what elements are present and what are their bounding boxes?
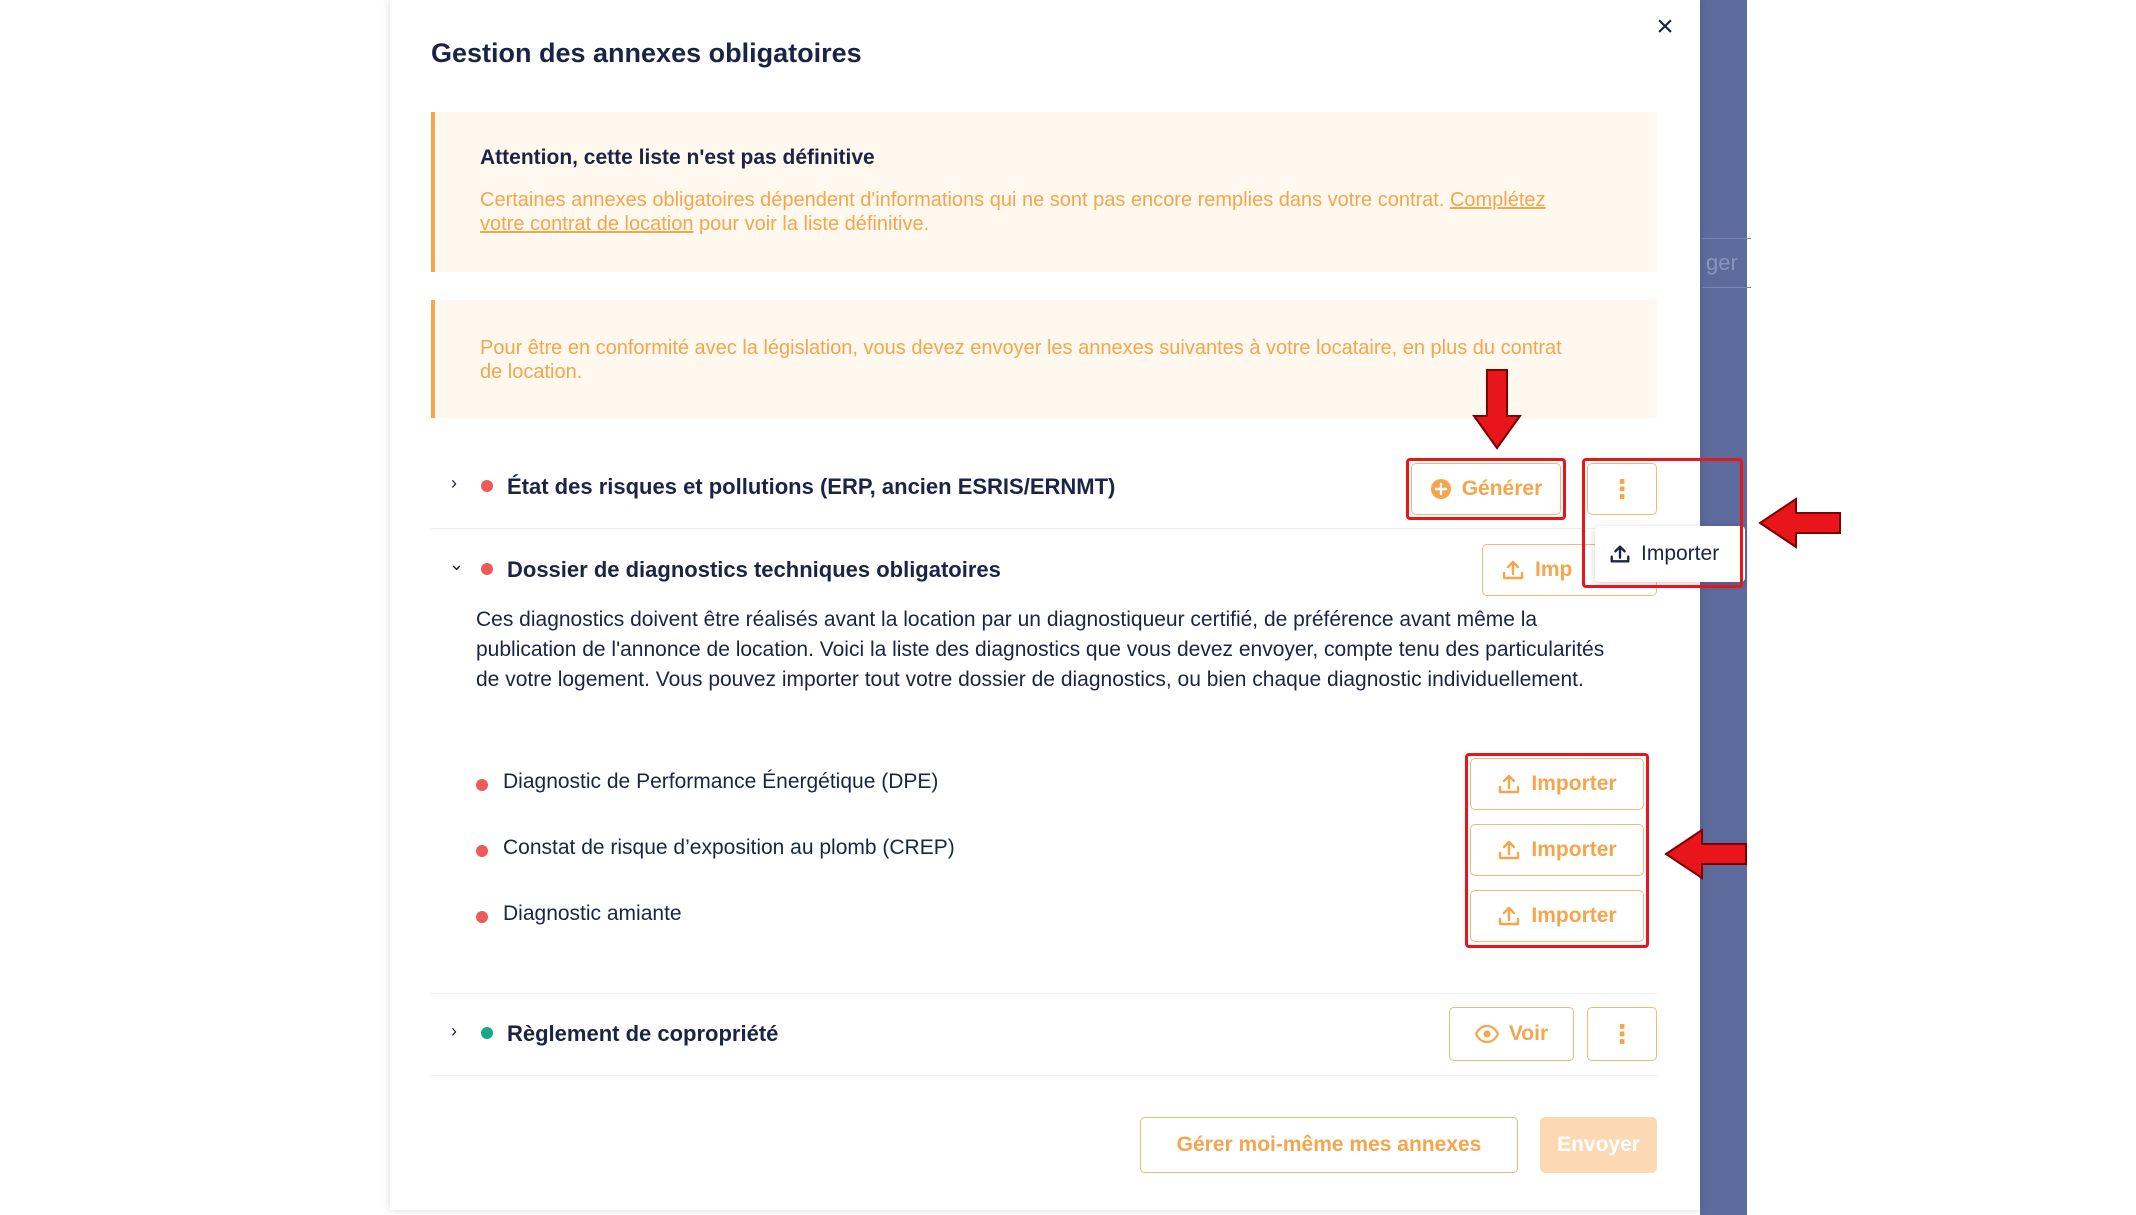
alert-legal-text: Pour être en conformité avec la législation, vous devez envoyer les annexes suivantes à votre locataire, en plus du contrat de location. bbox=[480, 337, 1562, 383]
upload-icon bbox=[1497, 904, 1521, 928]
send-button[interactable]: Envoyer bbox=[1540, 1117, 1657, 1173]
dropdown-menu-import[interactable]: Importer bbox=[1595, 526, 1745, 582]
background-ghost-text: ger bbox=[1702, 238, 1751, 288]
upload-icon bbox=[1497, 772, 1521, 796]
alert-text: Certaines annexes obligatoires dépendent d'informations qui ne sont pas encore remplies dans votre contrat. Complétez votre contrat de location pour voir la liste définitive. bbox=[480, 189, 1546, 235]
expand-chevron-icon[interactable]: › bbox=[451, 473, 457, 493]
upload-icon bbox=[1609, 543, 1631, 565]
close-icon[interactable]: × bbox=[1656, 10, 1674, 43]
row-divider bbox=[431, 1075, 1657, 1076]
annotation-arrow-left-icon bbox=[1664, 828, 1748, 880]
manage-annexes-button[interactable]: Gérer moi-même mes annexes bbox=[1140, 1117, 1518, 1173]
annex-title-ddt[interactable]: Dossier de diagnostics techniques obligatoires bbox=[507, 557, 1001, 582]
ddt-description: Ces diagnostics doivent être réalisés avant la location par un diagnostiqueur certifié, de préférence avant même la publication de l'annonce de location. Voici la liste des diagnostics que vous devez envoyer, compte tenu des particularités de votre logement. Vous pouvez importer tout votre dossier de diagnostics, ou bien chaque diagnostic individuellement. bbox=[476, 608, 1605, 691]
upload-icon bbox=[1497, 838, 1521, 862]
diagnostic-label-amiante: Diagnostic amiante bbox=[503, 902, 682, 925]
eye-icon bbox=[1475, 1025, 1499, 1043]
complete-contract-link[interactable]: Complétez votre contrat de location bbox=[480, 189, 1546, 235]
annex-title-erp[interactable]: État des risques et pollutions (ERP, ancien ESRIS/ERNMT) bbox=[507, 474, 1116, 499]
kebab-icon: ⋮ bbox=[1609, 1018, 1635, 1049]
status-dot-missing bbox=[476, 911, 488, 923]
import-amiante-button[interactable]: Importer bbox=[1470, 890, 1644, 942]
alert-not-definitive bbox=[431, 112, 1657, 272]
import-crep-button[interactable]: Importer bbox=[1470, 824, 1644, 876]
collapse-chevron-icon[interactable]: ⌄ bbox=[449, 554, 465, 574]
status-dot-missing bbox=[476, 845, 488, 857]
annexes-modal bbox=[390, 0, 1720, 1210]
diagnostic-label-dpe: Diagnostic de Performance Énergétique (DPE) bbox=[503, 770, 939, 793]
status-dot-missing bbox=[476, 779, 488, 791]
annotation-arrow-left-icon bbox=[1758, 497, 1842, 549]
expand-chevron-icon[interactable]: › bbox=[451, 1021, 457, 1041]
alert-title: Attention, cette liste n'est pas définitive bbox=[480, 146, 875, 169]
annex-title-copro[interactable]: Règlement de copropriété bbox=[507, 1021, 779, 1046]
kebab-icon: ⋮ bbox=[1609, 473, 1635, 504]
annotation-arrow-down-icon bbox=[1472, 368, 1522, 450]
modal-title: Gestion des annexes obligatoires bbox=[431, 38, 862, 68]
row-divider bbox=[431, 993, 1657, 994]
view-button[interactable]: Voir bbox=[1449, 1007, 1574, 1061]
more-options-button[interactable] bbox=[1587, 463, 1657, 515]
generate-button[interactable]: Générer bbox=[1411, 463, 1561, 515]
row-divider bbox=[431, 528, 1657, 529]
upload-icon bbox=[1501, 558, 1525, 582]
status-dot-missing bbox=[481, 563, 493, 575]
import-dossier-button[interactable]: Imp bbox=[1482, 544, 1657, 596]
plus-circle-icon bbox=[1430, 478, 1452, 500]
status-dot-complete bbox=[481, 1027, 493, 1039]
diagnostic-label-crep: Constat de risque d’exposition au plomb (CREP) bbox=[503, 836, 955, 859]
more-options-button[interactable] bbox=[1587, 1007, 1657, 1061]
background-page-edge bbox=[1700, 0, 1747, 1215]
import-dpe-button[interactable]: Importer bbox=[1470, 758, 1644, 810]
status-dot-missing bbox=[481, 480, 493, 492]
